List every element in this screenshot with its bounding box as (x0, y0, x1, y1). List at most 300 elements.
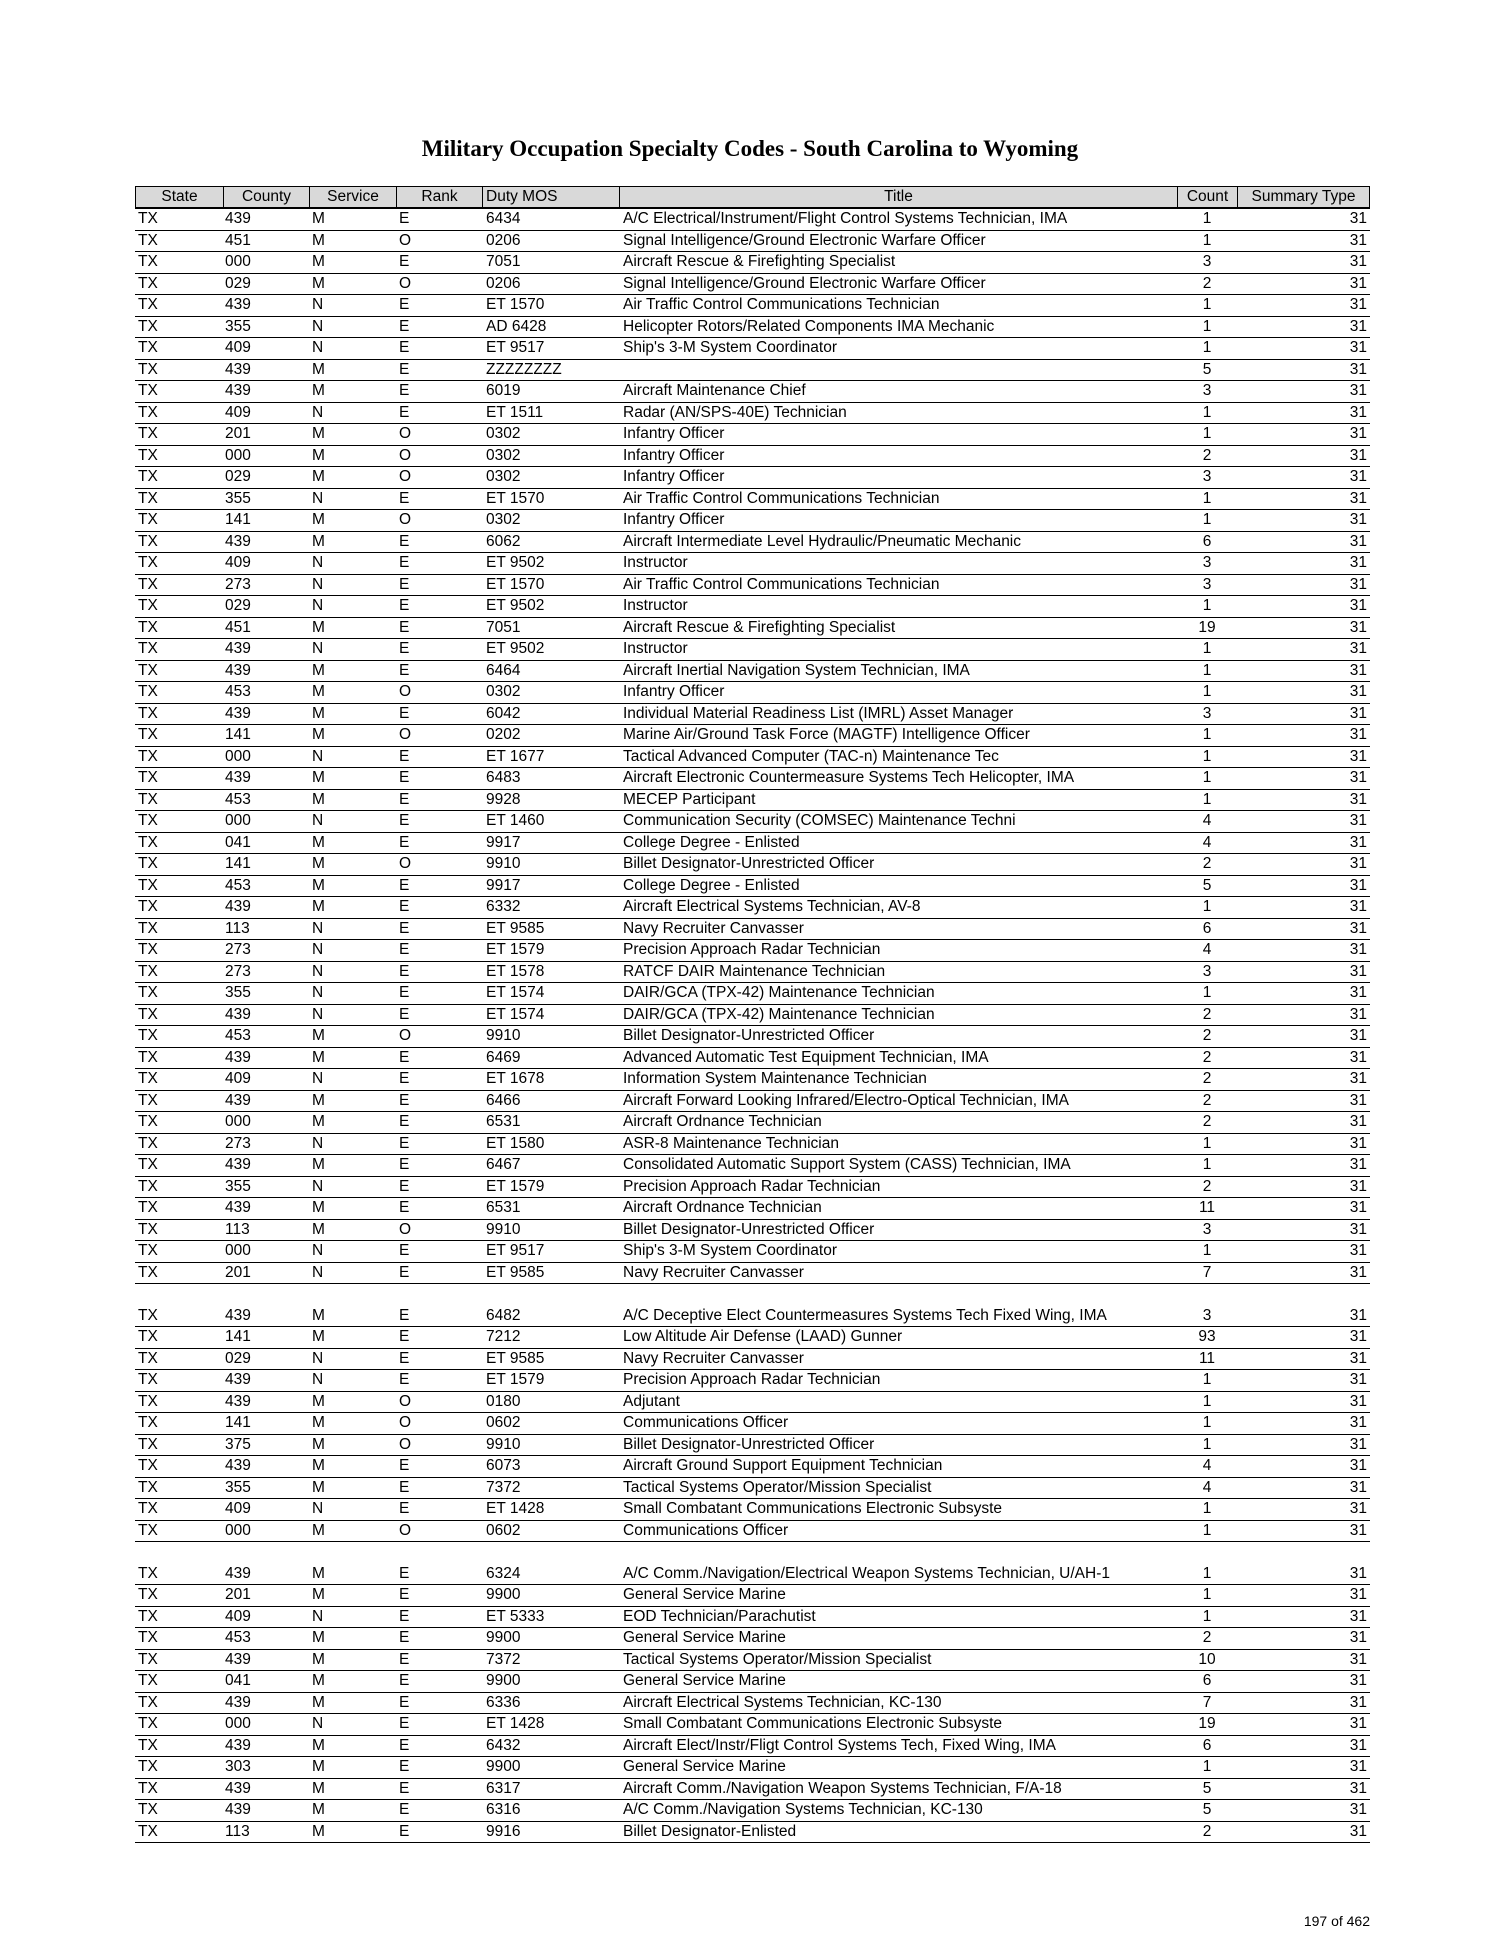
cell-service: M (312, 1457, 325, 1474)
cell-summary-type: 31 (1349, 661, 1367, 679)
cell-county: 000 (225, 253, 251, 270)
cell-service: M (312, 683, 325, 700)
cell-summary-type: 31 (1349, 1607, 1367, 1625)
cell-count: 1 (1202, 1134, 1212, 1152)
cell-service: M (312, 833, 325, 851)
cell-count: 1 (1202, 726, 1212, 743)
cell-county: 000 (225, 1242, 251, 1259)
cell-duty-mos: ET 9585 (486, 1349, 545, 1367)
cell-count: 1 (1202, 597, 1212, 614)
cell-service: M (312, 210, 325, 227)
cell-county: 273 (225, 941, 251, 958)
cell-summary-type: 31 (1349, 1177, 1367, 1195)
cell-count: 1 (1202, 1371, 1212, 1388)
cell-duty-mos: AD 6428 (486, 317, 547, 335)
cell-summary-type: 31 (1349, 640, 1367, 657)
cell-summary-type: 31 (1349, 833, 1367, 851)
cell-state: TX (138, 1134, 158, 1152)
cell-rank: E (399, 1564, 410, 1582)
cell-county: 409 (225, 403, 251, 421)
cell-service: M (312, 1113, 325, 1130)
cell-state: TX (138, 317, 158, 335)
cell-county: 409 (225, 1500, 251, 1517)
cell-count: 2 (1202, 1091, 1212, 1109)
cell-rank: E (399, 833, 410, 851)
cell-county: 029 (225, 597, 251, 614)
cell-title: Instructor (623, 554, 688, 571)
cell-rank: E (399, 1070, 410, 1087)
cell-rank: O (399, 511, 412, 528)
cell-count: 2 (1202, 1822, 1212, 1840)
cell-count: 1 (1202, 747, 1212, 765)
cell-state: TX (138, 575, 158, 593)
cell-service: N (312, 1134, 324, 1152)
cell-service: M (312, 1629, 325, 1646)
cell-summary-type: 31 (1349, 898, 1367, 915)
cell-county: 439 (225, 1392, 251, 1410)
cell-service: M (312, 855, 325, 872)
cell-duty-mos: 7372 (486, 1650, 521, 1668)
cell-rank: E (399, 1091, 410, 1109)
cell-duty-mos: ET 1579 (486, 941, 545, 958)
cell-state: TX (138, 941, 158, 958)
cell-county: 439 (225, 1564, 251, 1582)
cell-service: M (312, 1220, 325, 1238)
cell-count: 2 (1202, 1177, 1212, 1195)
cell-title: ASR-8 Maintenance Technician (623, 1134, 839, 1152)
table-row (135, 661, 1370, 683)
cell-summary-type: 31 (1349, 360, 1367, 378)
cell-count: 4 (1202, 812, 1212, 829)
cell-summary-type: 31 (1349, 1693, 1367, 1711)
cell-summary-type: 31 (1349, 210, 1367, 227)
cell-count: 1 (1202, 898, 1212, 915)
cell-summary-type: 31 (1349, 855, 1367, 872)
cell-state: TX (138, 339, 158, 356)
cell-title: Aircraft Electrical Systems Technician, KC-130 (623, 1693, 942, 1711)
cell-county: 439 (225, 1801, 251, 1818)
cell-count: 2 (1202, 1048, 1212, 1066)
cell-county: 141 (225, 726, 251, 743)
cell-summary-type: 31 (1349, 1457, 1367, 1474)
cell-summary-type: 31 (1349, 532, 1367, 550)
cell-summary-type: 31 (1349, 1715, 1367, 1732)
table-row (135, 1349, 1370, 1371)
cell-summary-type: 31 (1349, 618, 1367, 636)
cell-state: TX (138, 1306, 158, 1324)
cell-state: TX (138, 1048, 158, 1066)
table-row (135, 1714, 1370, 1736)
cell-title: Infantry Officer (623, 425, 725, 442)
table-row (135, 1585, 1370, 1607)
cell-service: M (312, 1091, 325, 1109)
cell-county: 141 (225, 1414, 251, 1431)
cell-count: 10 (1198, 1650, 1216, 1668)
cell-state: TX (138, 1693, 158, 1711)
cell-county: 453 (225, 790, 251, 808)
cell-title: Infantry Officer (623, 511, 725, 528)
cell-duty-mos: 9900 (486, 1629, 521, 1646)
cell-count: 5 (1202, 1779, 1212, 1797)
cell-service: N (312, 554, 324, 571)
table-row (135, 1757, 1370, 1779)
cell-rank: E (399, 575, 410, 593)
cell-summary-type: 31 (1349, 1349, 1367, 1367)
cell-state: TX (138, 769, 158, 786)
cell-title: Aircraft Electrical Systems Technician, AV-8 (623, 898, 921, 915)
table-row (135, 274, 1370, 296)
column-header-duty-mos: Duty MOS (482, 187, 619, 207)
cell-count: 3 (1202, 468, 1212, 485)
cell-rank: E (399, 296, 410, 313)
table-row (135, 1069, 1370, 1091)
cell-count: 6 (1202, 1672, 1212, 1689)
cell-title: Information System Maintenance Technician (623, 1070, 927, 1087)
cell-county: 409 (225, 339, 251, 356)
cell-county: 000 (225, 446, 251, 464)
cell-service: M (312, 1328, 325, 1345)
table-row (135, 940, 1370, 962)
cell-service: M (312, 274, 325, 292)
cell-summary-type: 31 (1349, 468, 1367, 485)
cell-county: 041 (225, 833, 251, 851)
table-row (135, 446, 1370, 468)
table-row (135, 1413, 1370, 1435)
table-row (135, 231, 1370, 253)
cell-county: 113 (225, 919, 250, 937)
cell-summary-type: 31 (1349, 317, 1367, 335)
cell-count: 3 (1202, 575, 1212, 593)
cell-count: 5 (1202, 360, 1212, 378)
cell-summary-type: 31 (1349, 231, 1367, 249)
cell-duty-mos: 6332 (486, 898, 521, 915)
cell-rank: E (399, 1693, 410, 1711)
cell-service: N (312, 941, 324, 958)
cell-summary-type: 31 (1349, 1199, 1367, 1216)
cell-count: 1 (1202, 1758, 1212, 1775)
cell-summary-type: 31 (1349, 403, 1367, 421)
cell-count: 1 (1202, 511, 1212, 528)
cell-summary-type: 31 (1349, 962, 1367, 980)
cell-rank: E (399, 360, 410, 378)
cell-duty-mos: 0602 (486, 1414, 521, 1431)
cell-service: N (312, 575, 324, 593)
cell-rank: E (399, 403, 410, 421)
cell-service: M (312, 382, 325, 399)
cell-service: M (312, 1758, 325, 1775)
cell-rank: O (399, 231, 412, 249)
cell-summary-type: 31 (1349, 1328, 1367, 1345)
cell-rank: E (399, 1758, 410, 1775)
cell-service: M (312, 1822, 325, 1840)
cell-duty-mos: 6316 (486, 1801, 521, 1818)
cell-summary-type: 31 (1349, 253, 1367, 270)
cell-title: Infantry Officer (623, 468, 725, 485)
cell-service: M (312, 1693, 325, 1711)
cell-rank: E (399, 790, 410, 808)
cell-summary-type: 31 (1349, 1242, 1367, 1259)
cell-service: N (312, 1715, 324, 1732)
cell-duty-mos: 9900 (486, 1586, 521, 1603)
cell-service: N (312, 1070, 324, 1087)
cell-title: Aircraft Maintenance Chief (623, 382, 806, 399)
table-row (135, 1693, 1370, 1715)
cell-county: 453 (225, 1027, 251, 1044)
cell-duty-mos: 6432 (486, 1736, 521, 1754)
cell-duty-mos: ET 1428 (486, 1500, 545, 1517)
table-row (135, 962, 1370, 984)
cell-state: TX (138, 511, 158, 528)
cell-county: 439 (225, 532, 251, 550)
cell-duty-mos: ET 1574 (486, 1005, 545, 1023)
cell-county: 439 (225, 1306, 251, 1324)
cell-rank: O (399, 855, 412, 872)
cell-county: 439 (225, 1693, 251, 1711)
cell-service: N (312, 812, 324, 829)
cell-title: Aircraft Forward Looking Infrared/Electro-Optical Technician, IMA (623, 1091, 1069, 1109)
cell-count: 1 (1202, 425, 1212, 442)
cell-county: 409 (225, 1607, 251, 1625)
cell-summary-type: 31 (1349, 1629, 1367, 1646)
cell-service: M (312, 1048, 325, 1066)
cell-title: Tactical Systems Operator/Mission Specialist (623, 1650, 932, 1668)
cell-summary-type: 31 (1349, 919, 1367, 937)
cell-county: 000 (225, 1113, 251, 1130)
cell-title: Aircraft Ordnance Technician (623, 1199, 822, 1216)
cell-county: 439 (225, 210, 251, 227)
cell-county: 439 (225, 1650, 251, 1668)
cell-count: 1 (1202, 489, 1212, 507)
cell-duty-mos: ET 1579 (486, 1371, 545, 1388)
cell-summary-type: 31 (1349, 1435, 1367, 1453)
cell-summary-type: 31 (1349, 1414, 1367, 1431)
page-title: Military Occupation Specialty Codes - South Carolina to Wyoming (421, 136, 1079, 161)
cell-state: TX (138, 812, 158, 829)
cell-service: N (312, 296, 324, 313)
cell-rank: O (399, 683, 412, 700)
cell-state: TX (138, 1349, 158, 1367)
cell-county: 355 (225, 317, 251, 335)
cell-duty-mos: 6482 (486, 1306, 521, 1324)
cell-state: TX (138, 1113, 158, 1130)
cell-duty-mos: 6469 (486, 1048, 521, 1066)
cell-rank: E (399, 812, 410, 829)
cell-count: 1 (1202, 231, 1212, 249)
cell-state: TX (138, 1220, 158, 1238)
cell-title (619, 360, 1177, 381)
cell-state: TX (138, 1607, 158, 1625)
cell-state: TX (138, 683, 158, 700)
cell-title: Instructor (623, 640, 688, 657)
cell-county: 141 (225, 511, 251, 528)
cell-summary-type: 31 (1349, 984, 1367, 1001)
cell-count: 2 (1202, 1005, 1212, 1023)
cell-title: Billet Designator-Unrestricted Officer (623, 1220, 875, 1238)
column-header-title: Title (619, 187, 1177, 207)
table-row (135, 1327, 1370, 1349)
cell-rank: E (399, 1779, 410, 1797)
cell-duty-mos: ET 1677 (486, 747, 545, 765)
cell-count: 7 (1202, 1693, 1212, 1711)
cell-rank: E (399, 1822, 410, 1840)
cell-duty-mos: ET 9517 (486, 1242, 545, 1259)
cell-title: Billet Designator-Unrestricted Officer (623, 1435, 875, 1453)
cell-title: College Degree - Enlisted (623, 833, 800, 851)
table-row (135, 1241, 1370, 1263)
table-row (135, 639, 1370, 661)
cell-service: N (312, 597, 324, 614)
cell-count: 2 (1202, 274, 1212, 292)
cell-title: General Service Marine (623, 1758, 786, 1775)
cell-rank: E (399, 876, 410, 894)
cell-summary-type: 31 (1349, 575, 1367, 593)
cell-county: 113 (225, 1822, 250, 1840)
cell-state: TX (138, 726, 158, 743)
column-header-county: County (223, 187, 309, 207)
cell-title: Navy Recruiter Canvasser (623, 1263, 804, 1281)
cell-count: 1 (1202, 1521, 1212, 1539)
table-row (135, 1564, 1370, 1586)
cell-title: DAIR/GCA (TPX-42) Maintenance Technician (623, 984, 935, 1001)
cell-county: 439 (225, 1005, 251, 1023)
cell-service: M (312, 1392, 325, 1410)
cell-title: Precision Approach Radar Technician (623, 1371, 881, 1388)
cell-state: TX (138, 1027, 158, 1044)
cell-summary-type: 31 (1349, 425, 1367, 442)
cell-count: 1 (1202, 1607, 1212, 1625)
cell-title: DAIR/GCA (TPX-42) Maintenance Technician (623, 1005, 935, 1023)
cell-service: M (312, 1156, 325, 1173)
cell-summary-type: 31 (1349, 1048, 1367, 1066)
cell-count: 2 (1202, 1113, 1212, 1130)
cell-count: 3 (1202, 382, 1212, 399)
cell-state: TX (138, 747, 158, 765)
cell-title: Billet Designator-Enlisted (623, 1822, 797, 1840)
cell-title: Adjutant (623, 1392, 680, 1410)
cell-duty-mos: 0302 (486, 468, 521, 485)
cell-rank: E (399, 1328, 410, 1345)
cell-duty-mos: ET 9502 (486, 640, 545, 657)
cell-rank: E (399, 382, 410, 399)
cell-rank: E (399, 984, 410, 1001)
cell-service: M (312, 231, 325, 249)
cell-summary-type: 31 (1349, 1371, 1367, 1388)
cell-title: College Degree - Enlisted (623, 876, 800, 894)
table-row (135, 897, 1370, 919)
cell-title: Aircraft Electronic Countermeasure Systems Tech Helicopter, IMA (623, 769, 1075, 786)
column-header-service: Service (309, 187, 396, 207)
column-header-count: Count (1177, 187, 1237, 207)
cell-rank: E (399, 1457, 410, 1474)
cell-service: M (312, 1801, 325, 1818)
cell-summary-type: 31 (1349, 1027, 1367, 1044)
cell-title: General Service Marine (623, 1586, 786, 1603)
cell-duty-mos: ET 1580 (486, 1134, 545, 1152)
table-row (135, 467, 1370, 489)
cell-state: TX (138, 855, 158, 872)
cell-title: A/C Electrical/Instrument/Flight Control Systems Technician, IMA (623, 210, 1068, 227)
cell-state: TX (138, 1478, 158, 1496)
cell-summary-type: 31 (1349, 511, 1367, 528)
table-row (135, 510, 1370, 532)
table-row (135, 317, 1370, 339)
cell-summary-type: 31 (1349, 876, 1367, 894)
table-row (135, 553, 1370, 575)
cell-state: TX (138, 1586, 158, 1603)
table-row (135, 618, 1370, 640)
table-row (135, 1155, 1370, 1177)
cell-duty-mos: 6531 (486, 1199, 521, 1216)
cell-count: 1 (1202, 1242, 1212, 1259)
cell-count: 11 (1198, 1199, 1216, 1216)
cell-title: Communications Officer (623, 1521, 789, 1539)
cell-duty-mos: ET 1511 (486, 403, 544, 421)
cell-county: 439 (225, 1156, 251, 1173)
cell-rank: E (399, 962, 410, 980)
table-header (135, 186, 1370, 209)
cell-rank: E (399, 210, 410, 227)
cell-rank: E (399, 317, 410, 335)
cell-rank: E (399, 1242, 410, 1259)
cell-title: Air Traffic Control Communications Technician (623, 575, 940, 593)
cell-service: M (312, 1650, 325, 1668)
cell-rank: E (399, 1199, 410, 1216)
cell-duty-mos: ET 9502 (486, 597, 545, 614)
cell-state: TX (138, 1715, 158, 1732)
table-row (135, 1306, 1370, 1328)
cell-title: Individual Material Readiness List (IMRL) Asset Manager (623, 704, 1014, 722)
cell-duty-mos: 0206 (486, 274, 521, 292)
cell-duty-mos: 9917 (486, 833, 521, 851)
cell-duty-mos: 9900 (486, 1672, 521, 1689)
cell-rank: E (399, 1134, 410, 1152)
cell-state: TX (138, 1629, 158, 1646)
table-row (135, 1607, 1370, 1629)
cell-count: 2 (1202, 1070, 1212, 1087)
cell-title: Billet Designator-Unrestricted Officer (623, 855, 875, 872)
cell-state: TX (138, 1263, 158, 1281)
cell-duty-mos: 6434 (486, 210, 521, 227)
cell-service: M (312, 1586, 325, 1603)
cell-state: TX (138, 274, 158, 292)
cell-service: N (312, 1500, 324, 1517)
cell-service: M (312, 1779, 325, 1797)
cell-title: Instructor (623, 597, 688, 614)
cell-count: 6 (1202, 919, 1212, 937)
cell-count: 3 (1202, 1220, 1212, 1238)
cell-state: TX (138, 1392, 158, 1410)
cell-state: TX (138, 1242, 158, 1259)
table-row (135, 1005, 1370, 1027)
cell-count: 1 (1202, 1435, 1212, 1453)
cell-duty-mos: 6324 (486, 1564, 521, 1582)
cell-title: Aircraft Intermediate Level Hydraulic/Pneumatic Mechanic (623, 532, 1022, 550)
cell-rank: E (399, 704, 410, 722)
cell-service: N (312, 1263, 324, 1281)
cell-state: TX (138, 640, 158, 657)
cell-rank: E (399, 597, 410, 614)
cell-summary-type: 31 (1349, 1306, 1367, 1324)
cell-summary-type: 31 (1349, 1779, 1367, 1797)
cell-county: 201 (225, 425, 251, 442)
cell-state: TX (138, 962, 158, 980)
cell-county: 029 (225, 274, 251, 292)
cell-rank: E (399, 1005, 410, 1023)
cell-rank: E (399, 1607, 410, 1625)
table-row (135, 919, 1370, 941)
cell-service: M (312, 253, 325, 270)
cell-duty-mos: 0602 (486, 1521, 521, 1539)
